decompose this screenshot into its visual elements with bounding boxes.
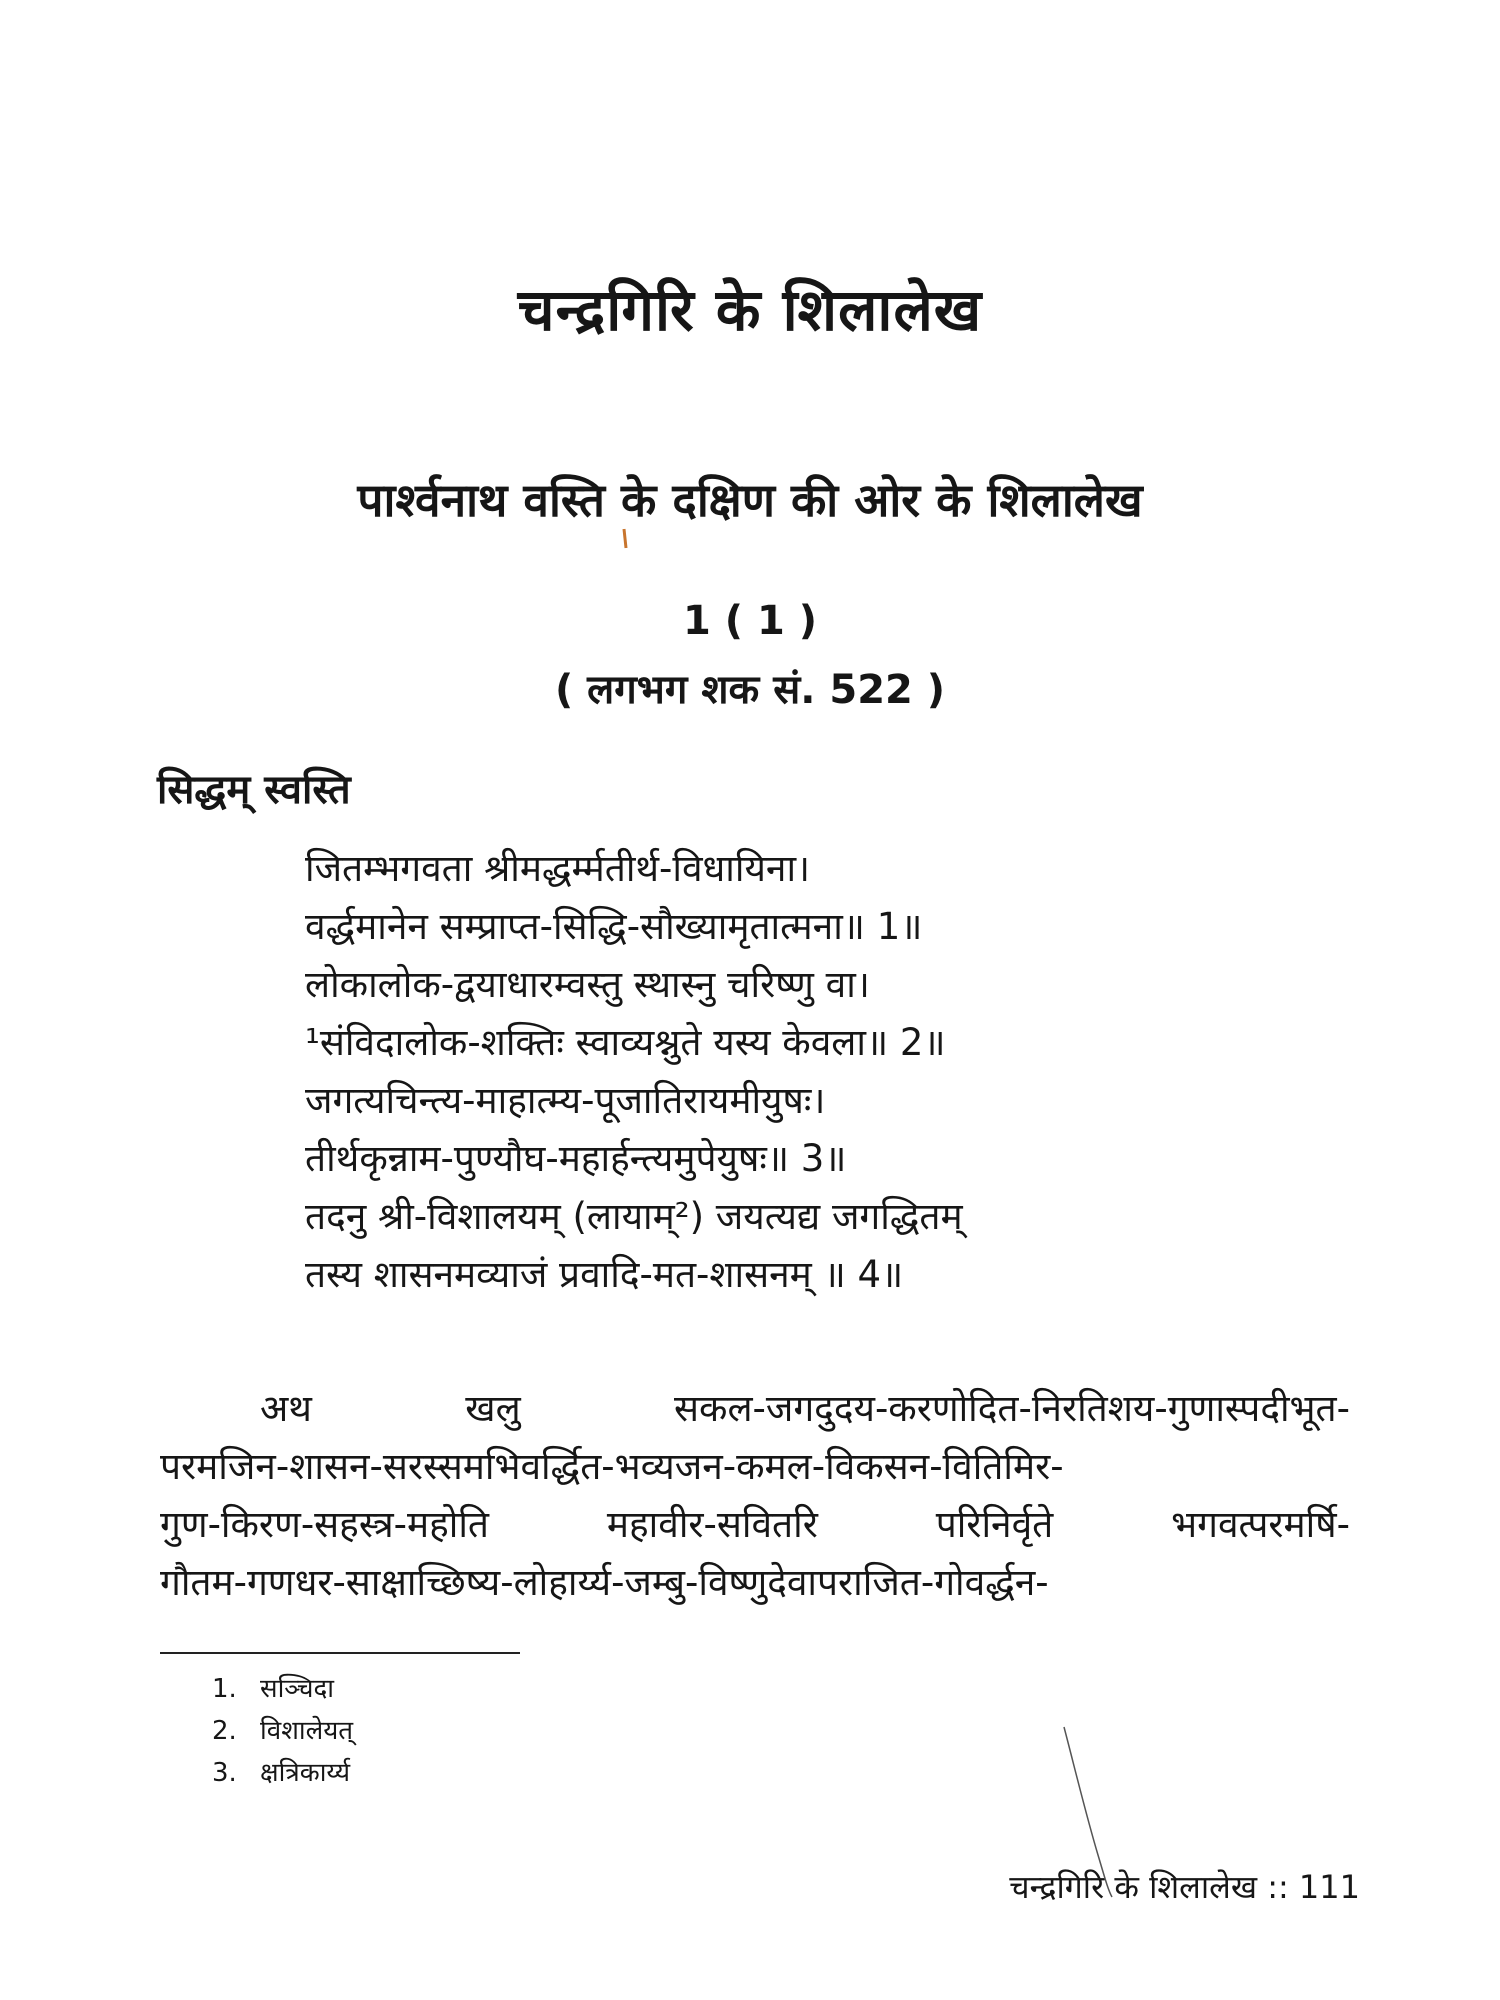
page-title: चन्द्रगिरि के शिलालेख [517, 276, 983, 344]
invocation: सिद्धम् स्वस्ति [157, 767, 351, 813]
prose-line: गुण-किरण-सहस्त्र-महोति महावीर-सवितरि परिनिर्वृते भगवत्परमर्षि- [160, 1503, 1350, 1546]
page-number: 111 [1298, 1868, 1360, 1906]
verse-block [305, 840, 1405, 1304]
prose-paragraph [160, 1380, 1350, 1612]
verse-line: जितम्भगवता श्रीमद्धर्म्मतीर्थ-विधायिना। [305, 847, 811, 890]
scan-ink-speck [620, 528, 630, 550]
verse-line: ¹संविदालोक-शक्तिः स्वाव्यश्नुते यस्य केवला॥ 2॥ [305, 1021, 946, 1064]
footnote-list [212, 1668, 353, 1794]
running-title: चन्द्रगिरि के शिलालेख [1009, 1868, 1258, 1906]
footnote [212, 1668, 353, 1710]
footnote-divider [160, 1652, 520, 1654]
prose-line: परमजिन-शासन-सरस्समभिवर्द्धित-भव्यजन-कमल-विकसन-वितिमिर- [160, 1445, 1064, 1488]
section-heading: पार्श्वनाथ वस्ति के दक्षिण की ओर के शिलालेख [357, 473, 1143, 527]
footnote-number: 2. [212, 1716, 237, 1746]
footer-separator: :: [1267, 1868, 1289, 1906]
footnote-text: सञ्चिदा [260, 1674, 335, 1704]
verse-line: तस्य शासनमव्याजं प्रवादि-मत-शासनम् ॥ 4॥ [305, 1253, 904, 1296]
verse-line: वर्द्धमानेन सम्प्राप्त-सिद्धि-सौख्यामृतात्मना॥ 1॥ [305, 905, 923, 948]
footnote-text: क्षत्रिकार्य्य [260, 1758, 351, 1788]
prose-line: अथ खलु सकल-जगदुदय-करणोदित-निरतिशय-गुणास्पदीभूत- [260, 1387, 1350, 1430]
verse-line: जगत्यचिन्त्य-माहात्म्य-पूजातिरायमीयुषः। [305, 1079, 826, 1122]
footnote [212, 1752, 353, 1794]
footnote-number: 1. [212, 1674, 237, 1704]
footnote-number: 3. [212, 1758, 237, 1788]
footnote-text: विशालेयत् [260, 1716, 354, 1746]
footnote [212, 1710, 353, 1752]
inscription-date: ( लगभग शक सं. 522 ) [554, 667, 946, 713]
inscription-number: 1 ( 1 ) [682, 598, 817, 644]
verse-line: लोकालोक-द्वयाधारम्वस्तु स्थास्नु चरिष्णु वा। [305, 963, 870, 1006]
prose-line: गौतम-गणधर-साक्षाच्छिष्य-लोहार्य्य-जम्बु-विष्णुदेवापराजित-गोवर्द्धन- [160, 1561, 1049, 1604]
verse-line: तदनु श्री-विशालयम् (लायाम्²) जयत्यद्य जगद्धितम् [305, 1195, 963, 1238]
verse-line: तीर्थकृन्नाम-पुण्यौघ-महार्हन्त्यमुपेयुषः॥ 3॥ [305, 1137, 847, 1180]
scan-scratch-mark [1060, 1725, 1120, 1900]
